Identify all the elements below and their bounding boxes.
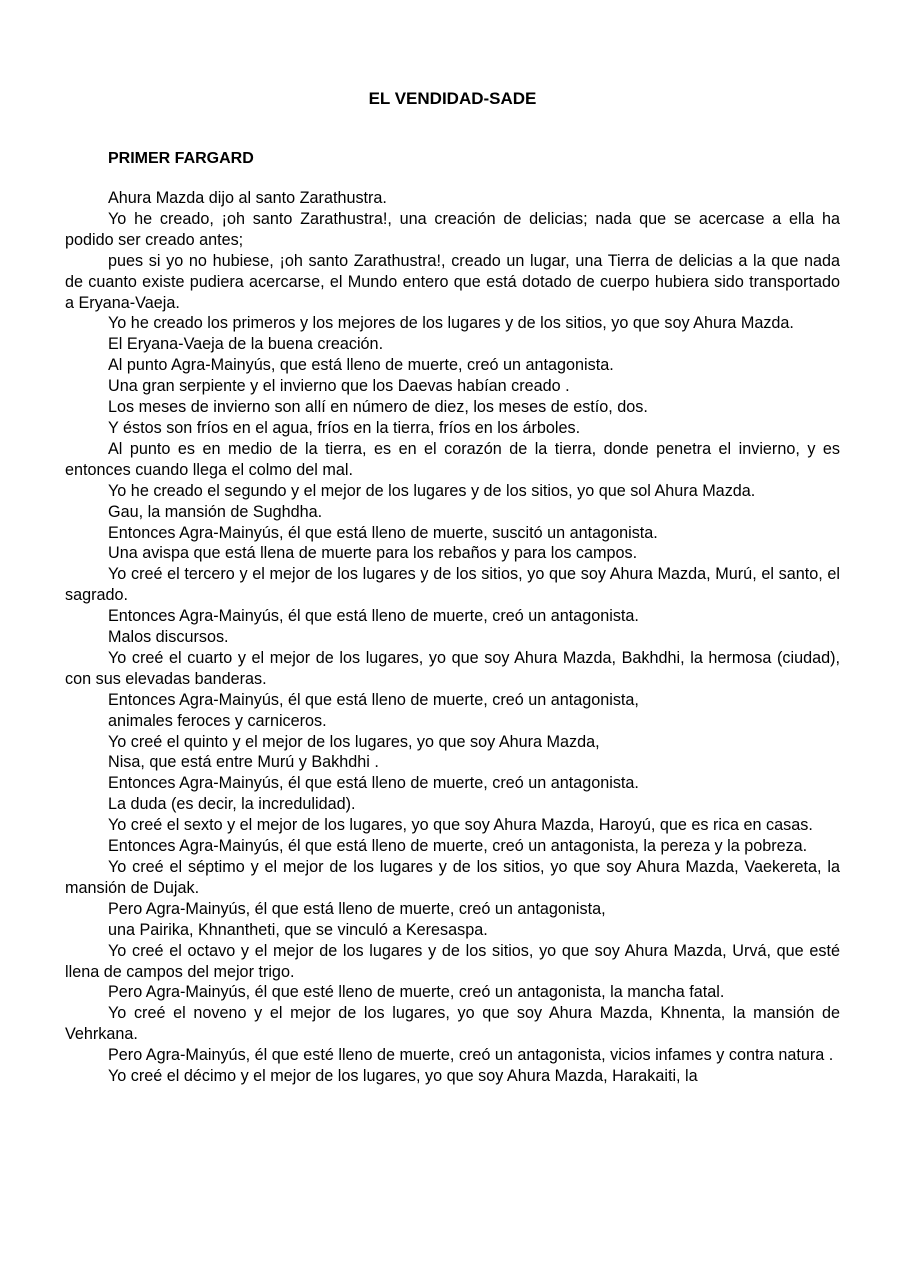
paragraph: El Eryana-Vaeja de la buena creación. [108, 335, 384, 354]
paragraph: Y éstos son fríos en el agua, fríos en la tierra, fríos en los árboles. [108, 418, 581, 437]
paragraph: animales feroces y carniceros. [108, 711, 327, 730]
paragraph: Yo creé el octavo y el mejor de los lugares y de los sitios, yo que soy Ahura Mazda, Urvá, que esté llena de campos del mejor trigo. [65, 941, 840, 981]
paragraph: Pero Agra-Mainyús, él que está lleno de muerte, creó un antagonista, [108, 899, 606, 918]
paragraph: Una gran serpiente y el invierno que los Daevas habían creado . [108, 377, 570, 396]
paragraph: Gau, la mansión de Sughdha. [108, 502, 323, 521]
paragraph: Yo creé el noveno y el mejor de los lugares, yo que soy Ahura Mazda, Khnenta, la mansión de Vehrkana. [65, 1004, 840, 1044]
paragraph: Una avispa que está llena de muerte para los rebaños y para los campos. [108, 544, 638, 563]
paragraph: Al punto es en medio de la tierra, es en el corazón de la tierra, donde penetra el invierno, y es entonces cuando llega el colmo del mal. [65, 439, 840, 479]
paragraph: Yo creé el cuarto y el mejor de los lugares, yo que soy Ahura Mazda, Bakhdhi, la hermosa (ciudad), con sus elevadas banderas. [65, 648, 840, 688]
paragraph: Entonces Agra-Mainyús, él que está lleno de muerte, creó un antagonista. [108, 774, 639, 793]
paragraph: Pero Agra-Mainyús, él que esté lleno de muerte, creó un antagonista, vicios infames y contra natura . [108, 1046, 834, 1065]
paragraph: Entonces Agra-Mainyús, él que está lleno de muerte, suscitó un antagonista. [108, 523, 658, 542]
document-page [65, 86, 840, 1087]
paragraph: Malos discursos. [108, 628, 229, 647]
paragraph: La duda (es decir, la incredulidad). [108, 795, 356, 814]
paragraph: Yo creé el séptimo y el mejor de los lugares y de los sitios, yo que soy Ahura Mazda, Vaekereta, la mansión de Dujak. [65, 858, 840, 897]
paragraph: Entonces Agra-Mainyús, él que está lleno de muerte, creó un antagonista, [108, 690, 639, 709]
paragraph: Yo he creado el segundo y el mejor de los lugares y de los sitios, yo que sol Ahura Mazda. [108, 481, 756, 500]
section-title: PRIMER FARGARD [108, 150, 254, 167]
paragraph: Nisa, que está entre Murú y Bakhdhi . [108, 753, 379, 772]
paragraph: Entonces Agra-Mainyús, él que está lleno de muerte, creó un antagonista, la pereza y la pobreza. [108, 837, 808, 856]
paragraph: Ahura Mazda dijo al santo Zarathustra. [108, 189, 387, 207]
document-title: EL VENDIDAD-SADE [368, 89, 537, 108]
paragraph: Yo creé el quinto y el mejor de los lugares, yo que soy Ahura Mazda, [108, 732, 600, 751]
paragraph: pues si yo no hubiese, ¡oh santo Zarathustra!, creado un lugar, una Tierra de delicias a la que nada de cuanto existe pudiera acercarse, el Mundo entero que está dotado de cuerpo hubiera sido transportado a Eryana-Vaeja. [65, 251, 840, 312]
paragraph: Yo he creado, ¡oh santo Zarathustra!, una creación de delicias; nada que se acercase a ella ha podido ser creado antes; [65, 209, 840, 249]
paragraph: Yo creé el décimo y el mejor de los lugares, yo que soy Ahura Mazda, Harakaiti, la [108, 1067, 698, 1086]
paragraph: Entonces Agra-Mainyús, él que está lleno de muerte, creó un antagonista. [108, 607, 639, 626]
paragraph: Yo creé el sexto y el mejor de los lugares, yo que soy Ahura Mazda, Haroyú, que es rica en casas. [108, 816, 813, 835]
paragraph: Pero Agra-Mainyús, él que esté lleno de muerte, creó un antagonista, la mancha fatal. [108, 983, 725, 1002]
body-text [65, 188, 840, 1087]
paragraph: Los meses de invierno son allí en número de diez, los meses de estío, dos. [108, 398, 648, 417]
paragraph: Al punto Agra-Mainyús, que está lleno de muerte, creó un antagonista. [108, 356, 614, 375]
paragraph: Yo creé el tercero y el mejor de los lugares y de los sitios, yo que soy Ahura Mazda, Murú, el santo, el sagrado. [65, 565, 840, 605]
paragraph: una Pairika, Khnantheti, que se vinculó a Keresaspa. [108, 920, 488, 939]
paragraph: Yo he creado los primeros y los mejores de los lugares y de los sitios, yo que soy Ahura Mazda. [108, 314, 794, 333]
